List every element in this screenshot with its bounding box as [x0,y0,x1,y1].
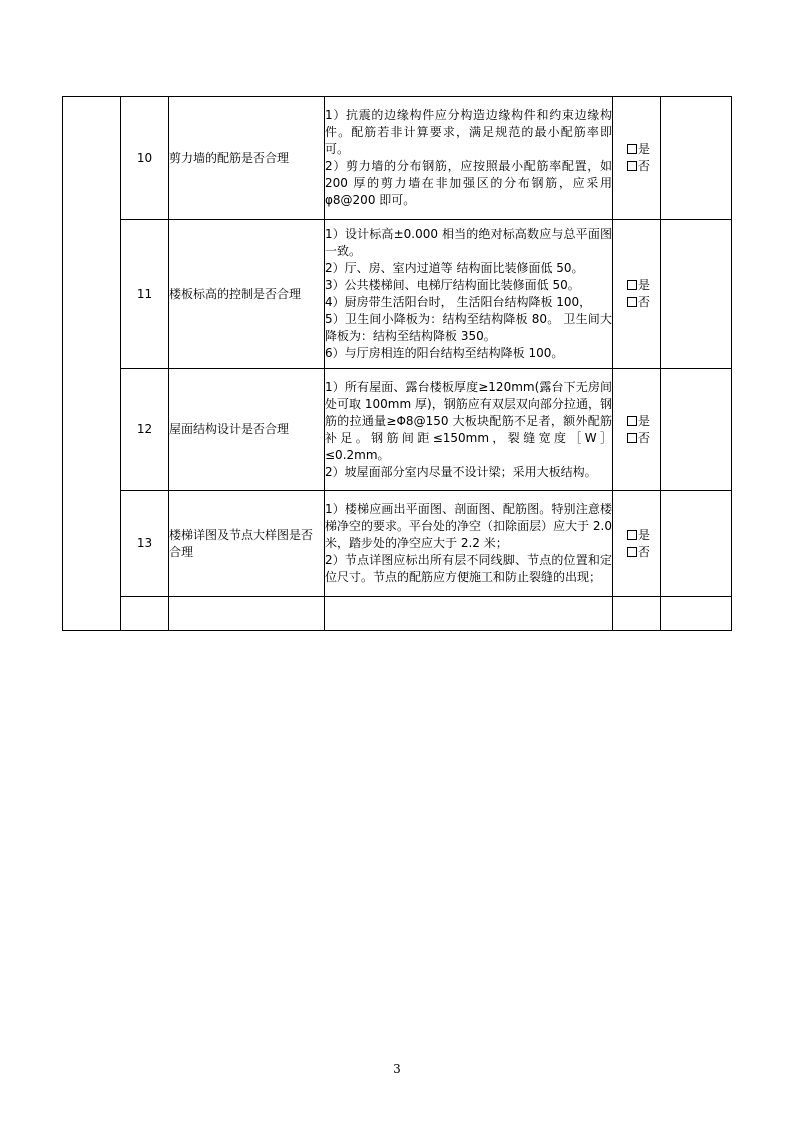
requirement-line: 6）与厅房相连的阳台结构至结构降板 100。 [325,346,564,360]
checkbox-icon[interactable] [627,280,637,290]
option-no[interactable] [613,294,660,311]
option-yes[interactable] [613,527,660,544]
table-row [63,597,732,631]
requirement-line: 2）坡屋面部分室内尽量不设计梁；采用大板结构。 [325,464,597,479]
yes-no-cell [613,97,661,220]
option-label: 否 [638,295,651,309]
checkbox-icon[interactable] [627,144,637,154]
table-row [63,491,732,597]
item-number: 13 [121,491,169,597]
requirements-cell [325,491,613,597]
option-yes[interactable] [613,413,660,430]
requirement-line: 2）剪力墙的分布钢筋，应按照最小配筋率配置，如 200 厚的剪力墙在非加强区的分布钢筋，应采用 φ8@200 即可。 [325,159,612,207]
option-no[interactable] [613,158,660,175]
item-title: 楼梯详图及节点大样图是否合理 [169,491,325,597]
requirement-line: 1）设计标高±0.000 相当的绝对标高数应与总平面图一致。 [325,227,612,258]
item-title: 楼板标高的控制是否合理 [169,220,325,369]
option-yes[interactable] [613,141,660,158]
requirements-cell [325,97,613,220]
item-number: 11 [121,220,169,369]
checkbox-icon[interactable] [627,161,637,171]
option-label: 是 [638,142,651,156]
item-title: 屋面结构设计是否合理 [169,369,325,491]
option-no[interactable] [613,430,660,447]
table-row [63,97,732,220]
option-label: 否 [638,159,651,173]
requirements-cell [325,220,613,369]
requirement-line: 4）厨房带生活阳台时， 生活阳台结构降板 100， [325,295,592,309]
item-number: 12 [121,369,169,491]
table-row [63,220,732,369]
option-label: 否 [638,544,651,559]
option-label: 是 [638,278,651,292]
remarks-cell [661,220,732,369]
requirements-cell [325,597,613,631]
item-title [169,597,325,631]
remarks-cell [661,491,732,597]
yes-no-cell [613,369,661,491]
remarks-cell [661,97,732,220]
checkbox-icon[interactable] [627,433,637,443]
requirement-line: 1）所有屋面、露台楼板厚度≥120mm(露台下无房间处可取 100mm 厚)，钢筋应有双层双向部分拉通，钢筋的拉通量≥Φ8@150 大板块配筋不足者，额外配筋补足。钢筋间距≤150mm，裂缝宽度［W］≤0.2mm。 [325,379,612,462]
requirement-line: 2）厅、房、室内过道等 结构面比装修面低 50。 [325,261,584,275]
item-title: 剪力墙的配筋是否合理 [169,97,325,220]
checkbox-icon[interactable] [627,530,637,540]
table-row [63,369,732,491]
option-label: 是 [638,413,651,428]
requirement-line: 1）抗震的边缘构件应分构造边缘构件和约束边缘构件。配筋若非计算要求，满足规范的最小配筋率即可。 [325,108,612,156]
item-number [121,597,169,631]
option-label: 是 [638,527,651,542]
option-no[interactable] [613,544,660,561]
item-number: 10 [121,97,169,220]
checkbox-icon[interactable] [627,547,637,557]
remarks-cell [661,597,732,631]
checkbox-icon[interactable] [627,416,637,426]
requirement-line: 3）公共楼梯间、电梯厅结构面比装修面低 50。 [325,278,580,292]
checklist-table [62,96,732,631]
yes-no-cell [613,220,661,369]
remarks-cell [661,369,732,491]
option-yes[interactable] [613,277,660,294]
requirement-line: 1）楼梯应画出平面图、剖面图、配筋图。特别注意楼梯净空的要求。平台处的净空（扣除面层）应大于 2.0 米，踏步处的净空应大于 2.2 米； [325,502,612,550]
page-number: 3 [393,1062,401,1076]
requirements-cell [325,369,613,491]
requirement-line: 5）卫生间小降板为：结构至结构降板 80。 卫生间大降板为：结构至结构降板 350。 [325,312,612,343]
yes-no-cell [613,597,661,631]
checkbox-icon[interactable] [627,297,637,307]
category-cell [63,97,121,631]
yes-no-cell [613,491,661,597]
requirement-line: 2）节点详图应标出所有层不同线脚、节点的位置和定位尺寸。节点的配筋应方便施工和防止裂缝的出现； [325,553,612,584]
option-label: 否 [638,430,651,445]
